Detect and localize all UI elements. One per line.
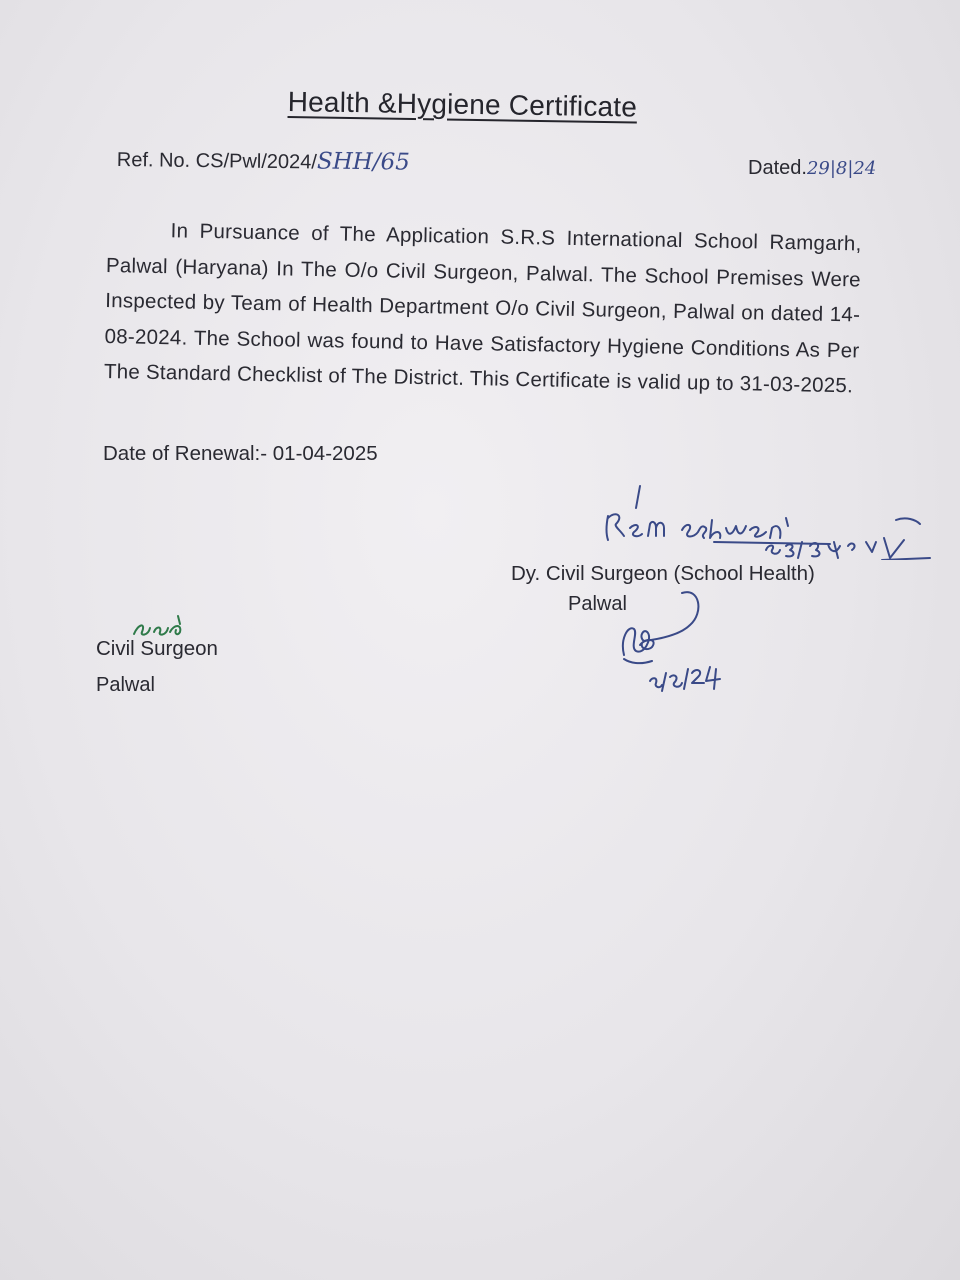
reference-label: Ref. No. CS/Pwl/2024/ (116, 148, 318, 174)
civil-surgeon-initials (128, 612, 188, 640)
civil-surgeon-title: Civil Surgeon (96, 637, 218, 660)
reference-number (117, 146, 410, 176)
renewal-date: Date of Renewal:- 01-04-2025 (103, 442, 378, 465)
issue-date (748, 157, 876, 180)
signature-dy-civil-surgeon (590, 480, 950, 560)
dated-handwritten: 29|8|24 (806, 158, 877, 179)
dated-label: Dated. (748, 157, 807, 179)
dy-civil-surgeon-place: Palwal (568, 593, 627, 615)
civil-surgeon-place: Palwal (96, 674, 155, 696)
certificate-body: In Pursuance of The Application S.R.S International School Ramgarh, Palwal (Haryana) In The O/o Civil Surgeon, Palwal. The School Premises Were Inspected by Team of Health Department O/o Civil Surgeon, Palwal on dated 14-08-2024. The School was found to Have Satisfactory Hygiene Conditions As Per The Standard Checklist of The District. This Certificate is valid up to 31-03-2025. (103, 219, 862, 398)
certificate-title: Health &Hygiene Certificate (287, 86, 638, 123)
dy-civil-surgeon-title: Dy. Civil Surgeon (School Health) (511, 562, 815, 585)
reference-handwritten: SHH/65 (316, 148, 410, 176)
initials-with-date (600, 585, 740, 700)
